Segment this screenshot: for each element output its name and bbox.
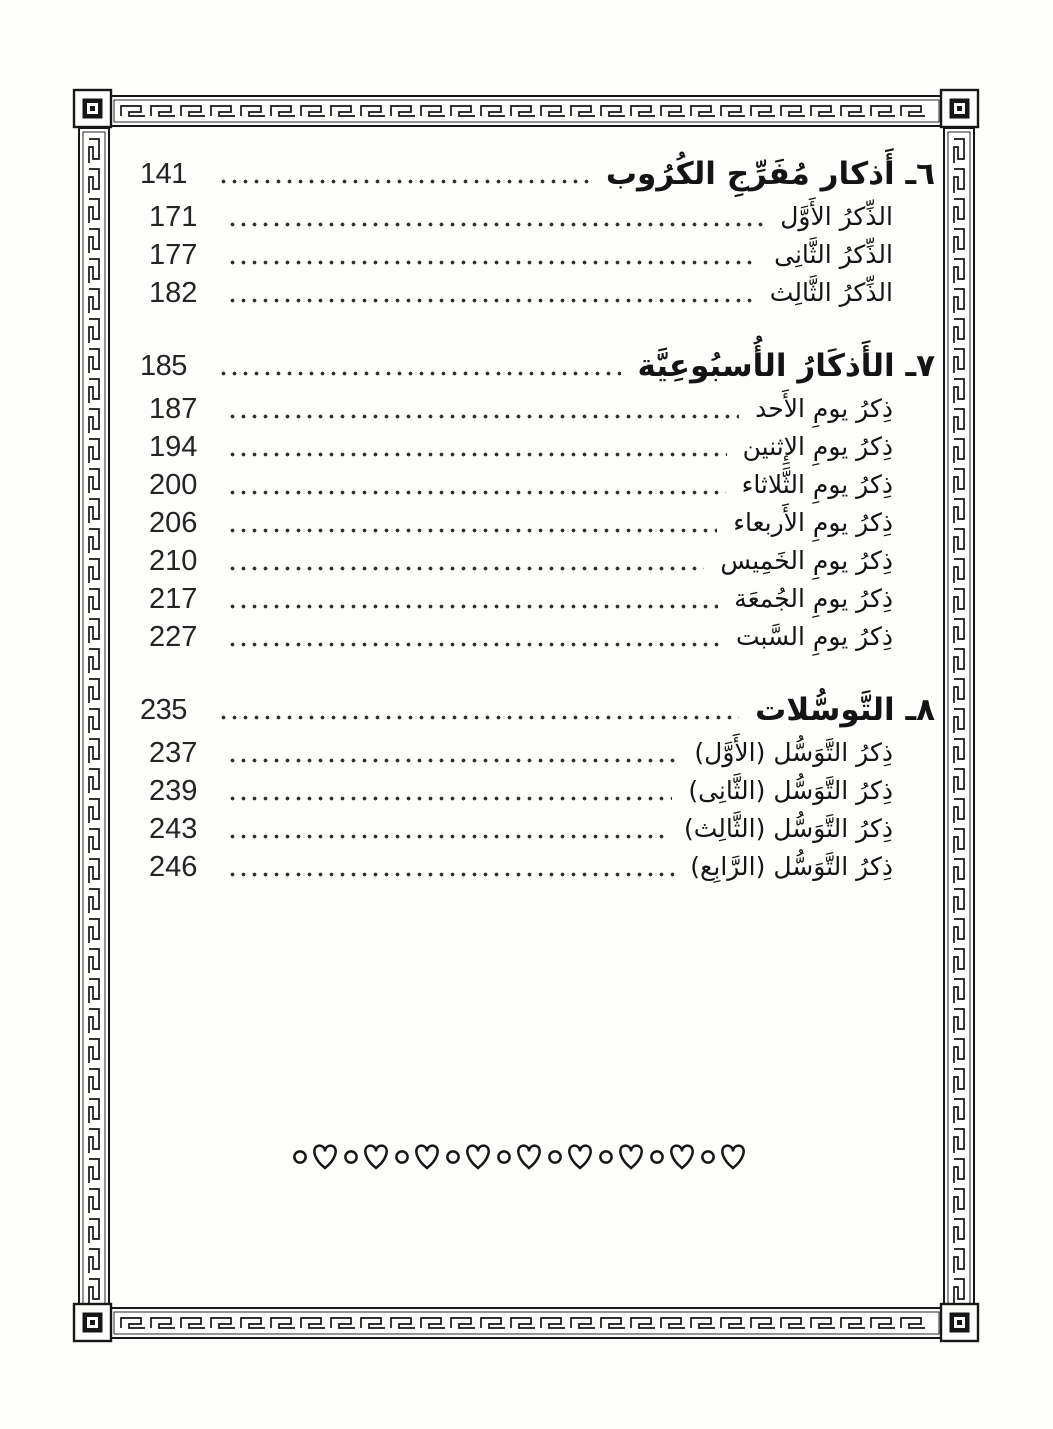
toc-entry-row [140,580,935,618]
leader-dots [227,490,726,495]
leader-dots [227,872,674,877]
page-number: 210 [149,544,198,577]
page-number: 194 [149,430,198,463]
leader-dots [218,715,739,720]
section-title-text: الأَذكَارُ الأُسبُوعِيَّة [637,347,895,384]
toc-section [140,686,935,886]
entry-title: ذِكرُ يومِ الخَمِيس [720,545,893,575]
page-number: 177 [149,238,198,271]
page-number: 141 [140,157,187,190]
leader-dots [227,298,754,303]
leader-dots [227,566,704,571]
toc-section [140,342,935,656]
toc-entry-row [140,772,935,810]
entry-title: ذِكرُ التَّوَسُّل (الرَّابِع) [690,851,893,881]
page-number: 246 [149,850,198,883]
section-title [755,686,935,734]
entry-title: ذِكرُ يومِ الأَحد [755,393,893,423]
entry-title: ذِكرُ يومِ الجُمعَة [734,583,893,613]
entry-title: ذِكرُ التَّوَسُّل (الثَّانِى) [688,775,893,805]
ornamental-divider [292,1136,762,1176]
toc-entry-row [140,504,935,542]
leader-dots [227,260,758,265]
toc-entry-row [140,618,935,656]
toc-entry-row [140,428,935,466]
section-heading-row [140,686,935,734]
page-number: 239 [149,774,198,807]
entry-title: ذِكرُ التَّوَسُّل (الثَّالِث) [683,813,893,843]
page-number: 187 [149,392,198,425]
chain-row [294,1146,743,1168]
leader-dots [227,758,678,763]
page-number: 243 [149,812,198,845]
page-number: 185 [140,349,187,382]
entry-title: ذِكرُ يومِ الأَربعاء [733,507,893,537]
page-number: 200 [149,468,198,501]
leader-dots [227,604,718,609]
leader-dots [227,452,727,457]
section-title [637,342,935,390]
section-heading-row [140,150,935,198]
page-number: 206 [149,506,198,539]
leader-dots [227,528,717,533]
entry-title: الذِّكرُ الأَوَّل [780,201,893,231]
leader-dots [227,414,739,419]
section-title-text: التَّوسُّلات [755,691,895,728]
entry-title: ذِكرُ يومِ الإِثنين [742,431,893,461]
section-heading-row [140,342,935,390]
leader-dots [227,642,720,647]
leader-dots [218,179,590,184]
section-number-label: ٨ـ [905,691,935,728]
page-number: 237 [149,736,198,769]
toc-entry-row [140,274,935,312]
toc-entry-row [140,542,935,580]
toc-entry-row [140,466,935,504]
section-number-label: ٧ـ [905,347,935,384]
leader-dots [218,371,621,376]
page-number: 227 [149,620,198,653]
toc-entry-row [140,734,935,772]
entry-title: ذِكرُ التَّوَسُّل (الأَوَّل) [694,737,893,767]
toc-entry-row [140,198,935,236]
entry-title: ذِكرُ يومِ السَّبت [735,621,893,651]
entry-title: الذِّكرُ الثَّالِث [769,277,893,307]
toc-entry-row [140,848,935,886]
toc-entry-row [140,390,935,428]
entry-title: ذِكرُ يومِ الثَّلاثاء [741,469,893,499]
leader-dots [227,834,668,839]
table-of-contents [140,150,935,886]
toc-entry-row [140,810,935,848]
page-number: 235 [140,693,187,726]
entry-title: الذِّكرُ الثَّانِى [774,239,893,269]
toc-section [140,150,935,312]
page-number: 217 [149,582,198,615]
section-title [606,150,935,198]
toc-entry-row [140,236,935,274]
leader-dots [227,796,672,801]
page-number: 182 [149,276,198,309]
section-title-text: أَذكار مُفَرِّجِ الكُرُوب [605,155,895,192]
section-number-label: ٦ـ [905,155,935,192]
page-number: 171 [149,200,198,233]
leader-dots [227,222,764,227]
